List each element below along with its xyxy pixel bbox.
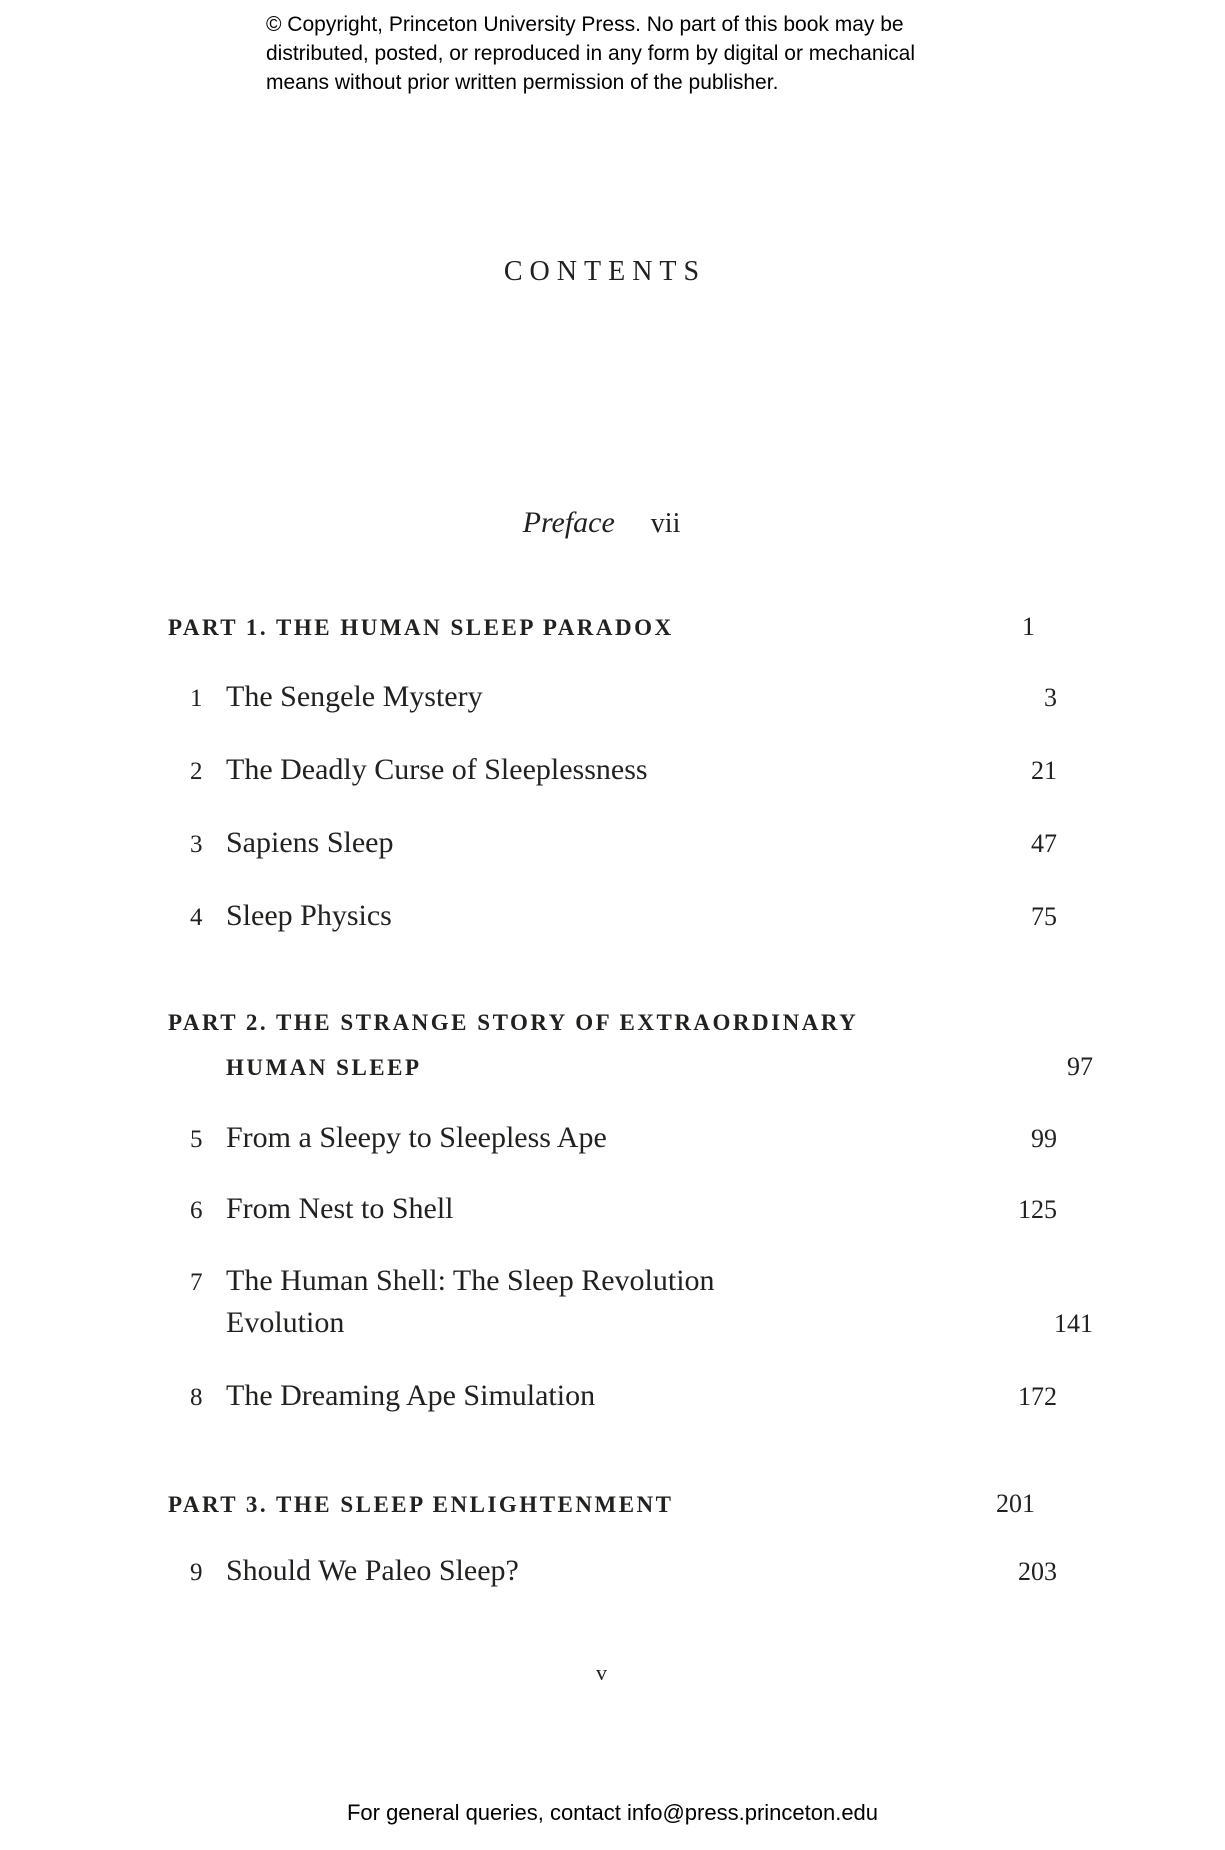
part-1-heading: PART 1. THE HUMAN SLEEP PARADOX <box>168 615 674 640</box>
part-3-heading: PART 3. THE SLEEP ENLIGHTENMENT <box>168 1492 674 1517</box>
chapter-title-line-1: The Human Shell: The Sleep Revolution <box>226 1264 715 1297</box>
chapter-row <box>168 826 1057 860</box>
part-2-heading-continuation-row <box>168 1052 1093 1082</box>
chapter-title: Sapiens Sleep <box>226 826 394 859</box>
copyright-notice <box>266 10 986 97</box>
footer-queries-note: For general queries, contact info@press.princeton.edu <box>346 1800 879 1825</box>
chapter-page-number: 3 <box>1044 683 1057 712</box>
part-2-heading-row <box>168 1010 1035 1036</box>
chapter-title: Sleep Physics <box>226 899 392 932</box>
part-2-heading-line-2: HUMAN SLEEP <box>226 1055 422 1080</box>
chapter-page-number: 99 <box>1031 1124 1057 1153</box>
chapter-page-number: 203 <box>1018 1557 1057 1586</box>
preface-label: Preface <box>522 506 615 539</box>
chapter-number: 4 <box>190 904 203 931</box>
copyright-line: © Copyright, Princeton University Press. No part of this book may be <box>266 13 904 36</box>
part-2-heading-line-1: PART 2. THE STRANGE STORY OF EXTRAORDINARY <box>168 1010 859 1035</box>
chapter-row <box>168 1554 1057 1588</box>
copyright-line: distributed, posted, or reproduced in any form by digital or mechanical <box>266 42 916 65</box>
chapter-number: 6 <box>190 1197 203 1224</box>
chapter-page-number: 141 <box>1054 1309 1093 1338</box>
part-1-heading-row <box>168 612 1035 642</box>
chapter-page-number: 75 <box>1031 902 1057 931</box>
preface-page-number: vii <box>650 508 681 539</box>
chapter-number: 2 <box>190 758 203 785</box>
part-3-page-number: 201 <box>996 1489 1035 1518</box>
chapter-row <box>168 753 1057 787</box>
copyright-line: means without prior written permission of the publisher. <box>266 71 779 94</box>
chapter-page-number: 47 <box>1031 829 1057 858</box>
chapter-title: From Nest to Shell <box>226 1192 454 1225</box>
part-3-heading-row <box>168 1489 1035 1519</box>
chapter-row <box>168 680 1057 714</box>
chapter-number: 5 <box>190 1126 203 1153</box>
chapter-title-continuation-row <box>168 1306 1093 1340</box>
chapter-page-number: 125 <box>1018 1195 1057 1224</box>
chapter-number: 3 <box>190 831 203 858</box>
chapter-page-number: 21 <box>1031 756 1057 785</box>
chapter-title: The Deadly Curse of Sleeplessness <box>226 753 648 786</box>
chapter-title: The Sengele Mystery <box>226 680 483 713</box>
chapter-number: 8 <box>190 1384 203 1411</box>
page-title: CONTENTS <box>503 256 707 287</box>
preface-entry <box>168 506 1035 540</box>
part-1-page-number: 1 <box>1022 612 1035 641</box>
chapter-row <box>168 899 1057 933</box>
chapter-row <box>168 1264 1057 1298</box>
chapter-page-number: 172 <box>1018 1382 1057 1411</box>
chapter-title: Should We Paleo Sleep? <box>226 1554 519 1587</box>
chapter-row <box>168 1192 1057 1226</box>
part-2-page-number: 97 <box>1067 1052 1093 1081</box>
chapter-number: 9 <box>190 1559 203 1586</box>
chapter-title: From a Sleepy to Sleepless Ape <box>226 1121 607 1154</box>
chapter-row <box>168 1379 1057 1413</box>
chapter-title: The Dreaming Ape Simulation <box>226 1379 596 1412</box>
folio-page-number: v <box>596 1660 607 1685</box>
chapter-number: 7 <box>190 1269 203 1296</box>
chapter-title-line-2: Evolution <box>226 1306 345 1339</box>
chapter-number: 1 <box>190 685 203 712</box>
chapter-row <box>168 1121 1057 1155</box>
